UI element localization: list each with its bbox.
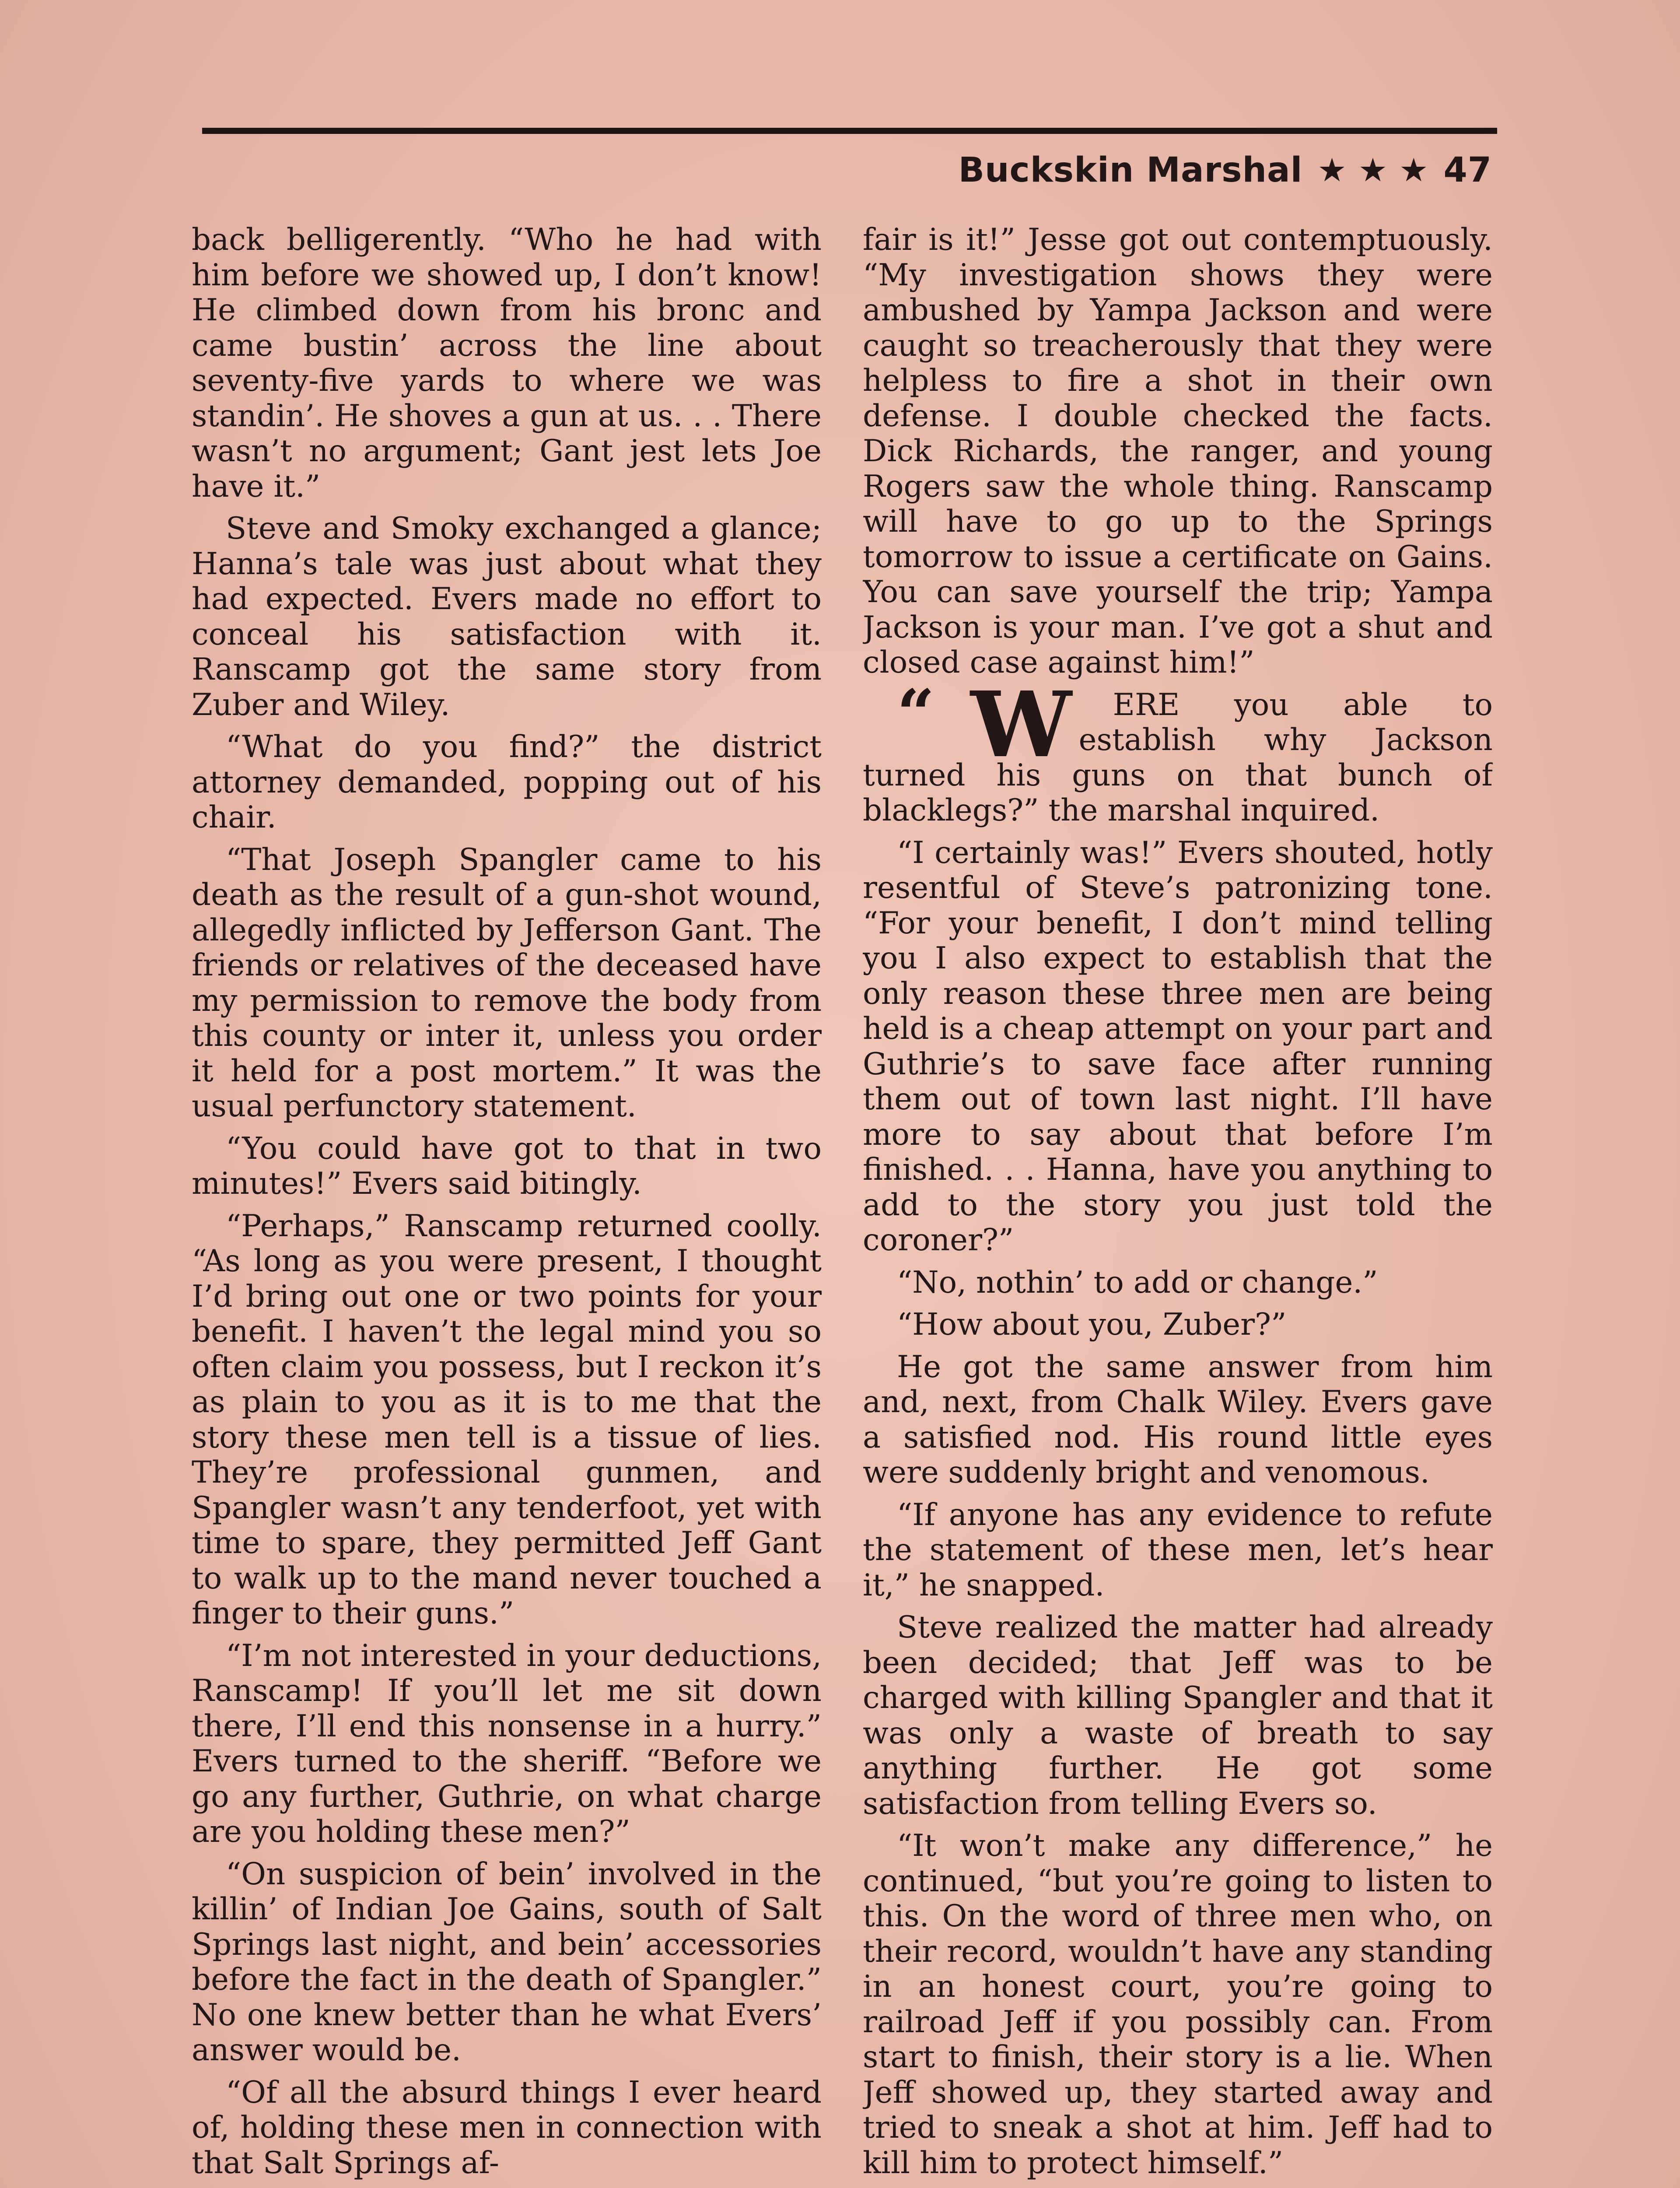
paragraph: Steve and Smoky exchanged a glance; Hanna’s tale was just about what they had expected. Evers made no effort to conceal his satisfaction with it. Ranscamp got the same story from Zuber and Wiley.: [192, 511, 822, 722]
paragraph: “How about you, Zuber?”: [897, 1307, 1287, 1342]
paragraph: “If anyone has any evidence to refute the statement of these men, let’s hear it,” he snapped.: [863, 1497, 1493, 1603]
paragraph: “What do you find?” the district attorney demanded, popping out of his chair.: [192, 729, 822, 835]
paragraph: “I’m not interested in your deductions, Ranscamp! If you’ll let me sit down there, I’ll end this nonsense in a hurry.” Evers turned to the sheriff. “Before we go any further, Guthrie, on what charge are you holding these men?”: [192, 1638, 822, 1849]
paragraph: “You could have got to that in two minutes!” Evers said bitingly.: [192, 1131, 822, 1201]
running-title: Buckskin Marshal: [958, 151, 1303, 190]
star-icon: ★: [1399, 151, 1429, 189]
left-text-column: [192, 222, 822, 2188]
paragraph: Steve realized the matter had already been decided; that Jeff was to be charged with killing Spangler and that it was only a waste of breath to say anything further. He got some satisfaction from telling Evers so.: [863, 1610, 1493, 1821]
paragraph: “I certainly was!” Evers shouted, hotly resentful of Steve’s patronizing tone. “For your benefit, I don’t mind telling you I also expect to establish that the only reason these three men are being held is a cheap attempt on your part and Guthrie’s to save face after running them out of town last night. I’ll have more to say about that before I’m finished. . . Hanna, have you anything to add to the story you just told the coroner?”: [863, 835, 1493, 1258]
drop-cap-rest: you able to establish why Jackson turned his guns on that bunch of blacklegs?” the marshal inquired.: [863, 687, 1493, 828]
dropcap-paragraph: [863, 671, 1493, 828]
drop-cap: [863, 671, 1072, 778]
star-icon: ★: [1358, 151, 1388, 189]
paragraph: “Perhaps,” Ranscamp returned coolly. “As long as you were present, I thought I’d bring out one or two points for your benefit. I haven’t the legal mind you so often claim you possess, but I reckon it’s as plain to you as it is to me that the story these men tell is a tissue of lies. They’re professional gunmen, and Spangler wasn’t any tenderfoot, yet with time to spare, they permitted Jeff Gant to walk up to the mand never touched a finger to their guns.”: [192, 1208, 822, 1631]
paragraph: He got the same answer from him and, next, from Chalk Wiley. Evers gave a satisfied nod. His round little eyes were suddenly bright and venomous.: [863, 1349, 1493, 1490]
paragraph: “No, nothin’ to add or change.”: [897, 1265, 1378, 1300]
drop-cap-letter: W: [970, 671, 1072, 778]
paragraph: back belligerently. “Who he had with him before we showed up, I don’t know! He climbed down from his bronc and came bustin’ across the line about seventy-five yards to where we was standin’. He shoves a gun at us. . . There wasn’t no argument; Gant jest lets Joe have it.”: [192, 222, 822, 504]
paragraph: “That Joseph Spangler came to his death as the result of a gun-shot wound, allegedly inflicted by Jefferson Gant. The friends or relatives of the deceased have my permission to remove the body from this county or inter it, unless you order it held for a post mortem.” It was the usual perfunctory statement.: [192, 842, 822, 1124]
paragraph: “It won’t make any difference,” he continued, “but you’re going to listen to this. On the word of three men who, on their record, wouldn’t have any standing in an honest court, you’re going to railroad Jeff if you possibly can. From start to finish, their story is a lie. When Jeff showed up, they started away and tried to sneak a shot at him. Jeff had to kill him to protect himself.”: [863, 1828, 1493, 2181]
paragraph: fair is it!” Jesse got out contemptuously. “My investigation shows they were ambushed by Yampa Jackson and were caught so treacherously that they were helpless to fire a shot in their own defense. I double checked the facts. Dick Richards, the ranger, and young Rogers saw the whole thing. Ranscamp will have to go up to the Springs tomorrow to issue a certificate on Gains. You can save yourself the trip; Yampa Jackson is your man. I’ve got a shut and closed case against him!”: [863, 222, 1493, 680]
header-rule: [202, 128, 1497, 134]
star-icon: ★: [1317, 151, 1347, 189]
star-ornaments: [1317, 151, 1428, 189]
paragraph: “Of all the absurd things I ever heard of, holding these men in connection with that Salt Springs af-: [192, 2075, 822, 2181]
right-text-column: [863, 222, 1493, 2188]
page-number: 47: [1443, 151, 1492, 190]
drop-cap-word: ERE: [1113, 687, 1180, 722]
paragraph: “On suspicion of bein’ involved in the killin’ of Indian Joe Gains, south of Salt Springs last night, and bein’ accessories before the fact in the death of Spangler.” No one knew better than he what Evers’ answer would be.: [192, 1856, 822, 2068]
running-header: [959, 146, 1492, 194]
drop-cap-quote: “: [897, 675, 935, 752]
